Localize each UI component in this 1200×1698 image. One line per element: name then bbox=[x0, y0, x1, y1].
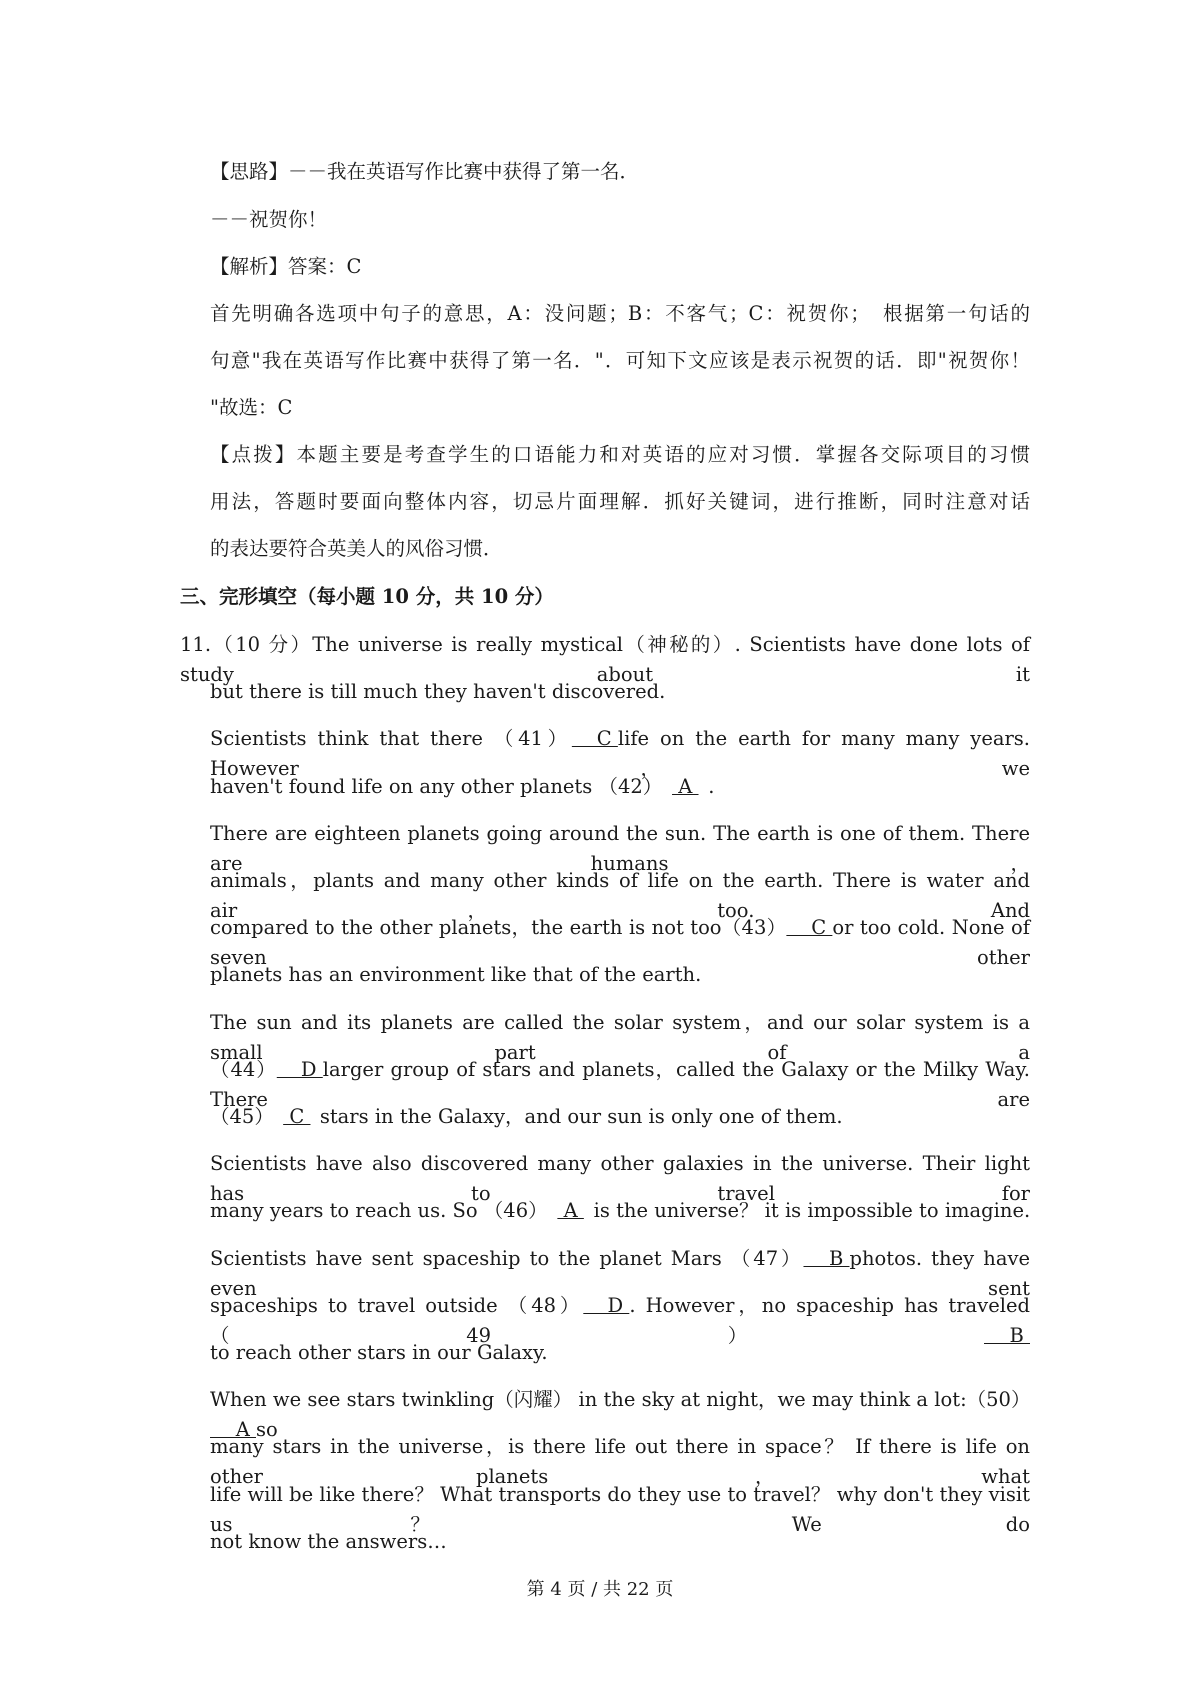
answer-blank: A bbox=[557, 1199, 584, 1223]
passage-line: （44） D larger group of stars and planets，called the Galaxy or the Milky Way. There are bbox=[210, 1055, 1030, 1085]
text-line: 【思路】－－我在英语写作比赛中获得了第一名． bbox=[210, 160, 640, 183]
passage-line: to reach other stars in our Galaxy. bbox=[210, 1341, 548, 1364]
passage-line: （45） C stars in the Galaxy，and our sun is only one of them. bbox=[210, 1102, 1030, 1132]
section-heading: 三、完形填空（每小题 10 分，共 10 分） bbox=[180, 585, 554, 608]
passage-line: When we see stars twinkling（闪耀） in the sky at night，we may think a lot:（50） A so bbox=[210, 1385, 1030, 1415]
answer-blank: A bbox=[210, 1418, 256, 1442]
text-line: 首先明确各选项中句子的意思，A：没问题；B：不客气；C：祝贺你； 根据第一句话的 bbox=[210, 302, 1030, 325]
passage-line: There are eighteen planets going around the sun. The earth is one of them. There are humans， bbox=[210, 821, 1030, 875]
answer-blank: C bbox=[283, 1105, 311, 1128]
passage-line: The sun and its planets are called the solar system，and our solar system is a small part of a bbox=[210, 1010, 1030, 1064]
answer-blank: B bbox=[984, 1323, 1030, 1347]
passage-line: not know the answers… bbox=[210, 1529, 447, 1553]
text-line: 【点拨】本题主要是考查学生的口语能力和对英语的应对习惯．掌握各交际项目的习惯 bbox=[210, 443, 1030, 466]
text-line: 的表达要符合英美人的风俗习惯． bbox=[210, 537, 503, 560]
passage-line: planets has an environment like that of the earth. bbox=[210, 963, 702, 987]
answer-blank: D bbox=[583, 1293, 630, 1317]
passage-line: Scientists have also discovered many other galaxies in the universe. Their light has to travel for bbox=[210, 1152, 1030, 1206]
answer-blank: C bbox=[786, 916, 833, 940]
text-line: 【解析】答案：C bbox=[210, 255, 362, 278]
passage-line: spaceships to travel outside （48） D . However，no spaceship has traveled （49） B bbox=[210, 1291, 1030, 1321]
answer-blank: D bbox=[276, 1057, 323, 1081]
text-line: 句意"我在英语写作比赛中获得了第一名．"．可知下文应该是表示祝贺的话．即"祝贺你！ bbox=[210, 349, 1030, 372]
answer-blank: B bbox=[803, 1246, 850, 1270]
text-line: "故选：C bbox=[210, 396, 293, 419]
answer-blank: A bbox=[672, 774, 699, 798]
passage-line: many stars in the universe，is there life out there in space？ If there is life on other planets，what bbox=[210, 1435, 1030, 1489]
page-footer: 第 4 页 / 共 22 页 bbox=[526, 1579, 674, 1600]
text-line: －－祝贺你！ bbox=[210, 208, 328, 231]
passage-line: Scientists think that there （41） C life on the earth for many many years. However，we bbox=[210, 724, 1030, 754]
passage-line: but there is till much they haven't discovered. bbox=[210, 680, 666, 704]
answer-blank: C bbox=[571, 727, 618, 751]
passage-line: life will be like there？ What transports do they use to travel？ why don't they visit us？ We do bbox=[210, 1482, 1030, 1536]
text-line: 用法，答题时要面向整体内容，切忌片面理解．抓好关键词，进行推断，同时注意对话 bbox=[210, 490, 1030, 513]
passage-line: compared to the other planets，the earth is not too（43） C or too cold. None of seven other bbox=[210, 913, 1030, 943]
passage-line: animals，plants and many other kinds of life on the earth. There is water and air，too. And bbox=[210, 869, 1030, 922]
passage-line: Scientists have sent spaceship to the planet Mars （47） B photos. they have even sent bbox=[210, 1244, 1030, 1274]
passage-line: 11.（10 分）The universe is really mystical（神秘的）. Scientists have done lots of study about it bbox=[180, 633, 1030, 686]
passage-line: many years to reach us. So （46） A is the universe？ it is impossible to imagine. bbox=[210, 1196, 1030, 1226]
passage-line: haven't found life on any other planets （42） A . bbox=[210, 772, 1030, 802]
